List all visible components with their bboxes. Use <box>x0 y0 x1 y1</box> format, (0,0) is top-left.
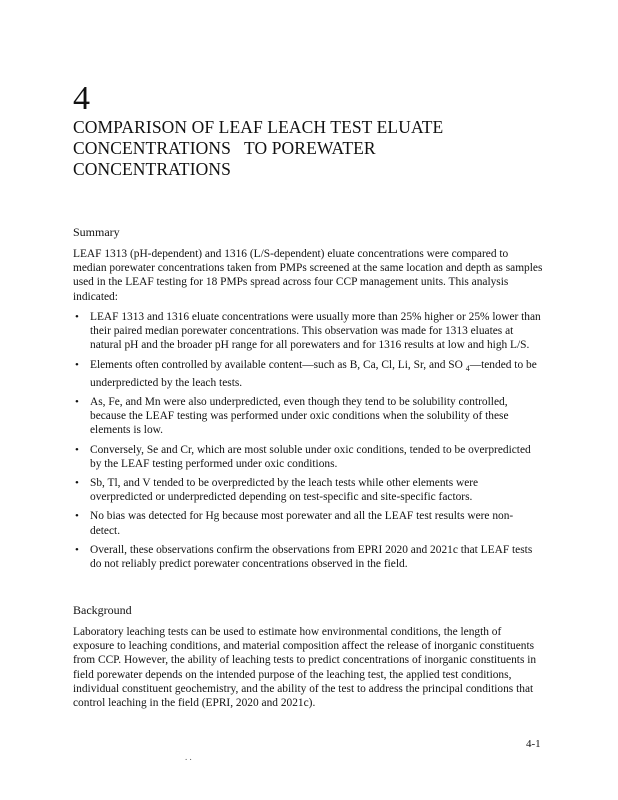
sulfate-subscript: 4 <box>465 363 470 373</box>
bullet-item <box>73 543 543 571</box>
bullet-item <box>73 395 543 438</box>
chapter-title <box>73 117 553 180</box>
bullet-dot: • <box>75 443 79 456</box>
bullet-item <box>73 509 543 537</box>
bullet-item <box>73 358 543 390</box>
bullet-text-part: Elements often controlled by available content—such as B, Ca, Cl, Li, Sr, and SO <box>90 358 463 371</box>
bullet-text: Sb, Tl, and V tended to be overpredicted by the leach tests while other elements were overpredicted or underpredicted depending on test-specific and site-specific factors. <box>90 477 479 504</box>
bullet-text: As, Fe, and Mn were also underpredicted, even though they tend to be solubility controlled, because the LEAF testing was performed under oxic conditions when the solubility of these elements is low. <box>90 396 509 437</box>
bullet-item <box>73 310 543 353</box>
chapter-title-line-2: CONCENTRATIONS TO POREWATER <box>73 138 376 158</box>
footer-mark: . . <box>185 752 192 762</box>
bullet-text: Conversely, Se and Cr, which are most soluble under oxic conditions, tended to be overpredicted by the LEAF testing performed under oxic conditions. <box>90 443 531 470</box>
background-paragraph: Laboratory leaching tests can be used to estimate how environmental conditions, the length of exposure to leaching conditions, and material composition affect the release of inorganic constituents from CCP. However, the ability of leaching tests to predict concentrations of inorganic constituents in field porewater depends on the intended purpose of the leaching test, the applied test conditions, individual constituent geochemistry, and the ability of the test to address the principal conditions that control leaching in the field (EPRI, 2020 and 2021c). <box>73 626 537 710</box>
bullet-item <box>73 443 543 471</box>
chapter-title-line-3: CONCENTRATIONS <box>73 159 231 179</box>
bullet-text <box>90 359 537 389</box>
bullet-text: Overall, these observations confirm the observations from EPRI 2020 and 2021c that LEAF tests do not reliably predict porewater concentrations observed in the field. <box>90 543 533 571</box>
bullet-dot: • <box>75 510 79 523</box>
summary-bullet-list <box>73 310 543 576</box>
bullet-text-part: —tended to be underpredicted by the leach tests. <box>90 358 537 389</box>
bullet-text: No bias was detected for Hg because most porewater and all the LEAF test results were non-detect. <box>90 510 514 537</box>
bullet-dot: • <box>75 477 79 490</box>
chapter-number: 4 <box>73 80 90 117</box>
page-number: 4-1 <box>526 738 541 750</box>
background-heading: Background <box>73 603 132 617</box>
bullet-dot: • <box>75 311 79 323</box>
chapter-title-line-1: COMPARISON OF LEAF LEACH TEST ELUATE <box>73 117 444 137</box>
bullet-text: LEAF 1313 and 1316 eluate concentrations were usually more than 25% higher or 25% lower than their paired median porewater concentrations. This observation was made for 1313 eluates at natural pH and the broader pH range for all porewaters and for 1316 results at low and high L/S. <box>90 311 541 352</box>
bullet-item <box>73 476 543 504</box>
bullet-dot: • <box>75 396 79 409</box>
summary-intro: LEAF 1313 (pH-dependent) and 1316 (L/S-dependent) eluate concentrations were compared to median porewater concentrations taken from PMPs screened at the same location and depth as samples used in the LEAF testing for 18 PMPs spread across four CCP management units. This analysis indicated: <box>73 248 543 303</box>
bullet-dot: • <box>75 358 79 371</box>
bullet-dot: • <box>75 543 79 556</box>
summary-heading: Summary <box>73 225 120 239</box>
